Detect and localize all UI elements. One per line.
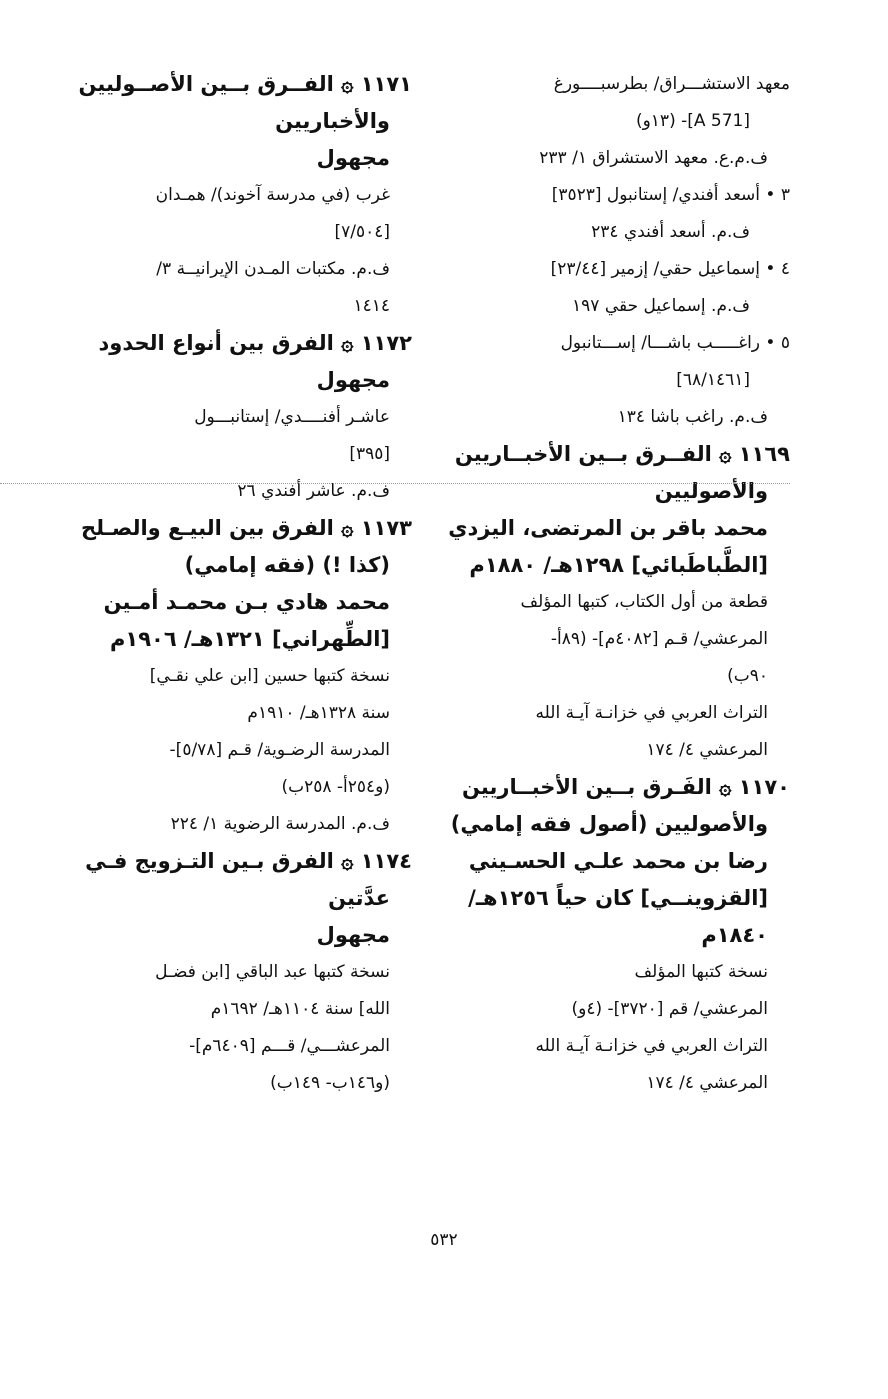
entry-heading-line: مجهول: [316, 146, 390, 170]
entry-text-line: الله] سنة ١١٠٤هـ/ ١٦٩٢م: [210, 999, 390, 1019]
entry-text-line: ف.م. إسماعيل حقي ١٩٧: [572, 296, 750, 316]
entry-heading-line: مجهول: [316, 923, 390, 947]
entry-heading-line: [الطَّباطَبائي] ١٢٩٨هـ/ ١٨٨٠م: [469, 553, 768, 577]
entry-heading-line: [الطِّهراني] ١٣٢١هـ/ ١٩٠٦م: [109, 627, 390, 651]
entry-text-line: معهد الاستشـــراق/ بطرسبــــورغ: [553, 74, 790, 94]
entry-text-line: ف.م.ع. معهد الاستشراق ١/ ٢٣٣: [539, 148, 768, 168]
entry-text-line: (و٢٥٤أ- ٢٥٨ب): [281, 777, 390, 797]
entry-heading-line: ١٨٤٠م: [701, 923, 768, 947]
entry-heading-line: ١١٧١ ۞ الفــرق بــين الأصــوليين: [78, 72, 412, 96]
entry-text-line: ٣ • أسعد أفندي/ إستانبول [٣٥٢٣]: [551, 185, 790, 205]
entry-heading-line: ١١٦٩ ۞ الفــرق بــين الأخبــاريين: [454, 442, 790, 466]
entry-text-line: نسخة كتبها حسين [ابن علي نقـي]: [149, 666, 390, 686]
entry-heading-line: [القزوينــي] كان حياً ١٢٥٦هـ/: [468, 886, 768, 910]
entry-text-line: [A 571]- (١٣و): [635, 111, 750, 131]
entry-heading-line: عدَّتين: [328, 886, 390, 910]
entry-text-line: ١٤١٤: [353, 296, 390, 316]
entry-text-line: سنة ١٣٢٨هـ/ ١٩١٠م: [247, 703, 390, 723]
entry-heading-line: محمد هادي بـن محمـد أمـين: [103, 590, 390, 614]
entry-text-line: [٧/٥٠٤]: [334, 222, 390, 242]
entry-heading-line: والأصوليين: [654, 479, 768, 503]
entry-text-line: ٥ • راغـــــب باشـــا/ إســـتانبول: [560, 333, 790, 353]
entry-heading-line: مجهول: [316, 368, 390, 392]
entry-text-line: ف.م. راغب باشا ١٣٤: [617, 407, 768, 427]
entry-text-line: ف.م. مكتبات المـدن الإيرانيــة ٣/: [156, 259, 390, 279]
entry-text-line: المرعشـــي/ قـــم [٦٤٠٩م]-: [189, 1036, 390, 1056]
entry-heading-line: والأصوليين (أصول فقه إمامي): [450, 812, 768, 836]
entry-text-line: المرعشي ٤/ ١٧٤: [646, 1073, 768, 1093]
entry-text-line: ف.م. أسعد أفندي ٢٣٤: [591, 222, 750, 242]
entry-heading-line: (كذا !) (فقه إمامي): [184, 553, 390, 577]
entry-heading-line: ١١٧٢ ۞ الفرق بين أنواع الحدود: [98, 331, 412, 355]
right-column: [440, 66, 790, 1102]
left-column: [72, 66, 412, 1102]
entry-text-line: (و١٤٦ب- ١٤٩ب): [270, 1073, 390, 1093]
entry-heading-line: والأخباريين: [275, 109, 390, 133]
entry-text-line: ٩٠ب): [727, 666, 768, 686]
entry-text-line: نسخة كتبها عبد الباقي [ابن فضـل: [155, 962, 390, 982]
page-number: ٥٣٢: [430, 1230, 458, 1250]
entry-text-line: ف.م. عاشر أفندي ٢٦: [237, 481, 390, 501]
entry-text-line: ٤ • إسماعيل حقي/ إزمير [٢٣/٤٤]: [550, 259, 790, 279]
entry-heading-line: ١١٧٣ ۞ الفرق بين البيـع والصـلح: [81, 516, 412, 540]
entry-text-line: نسخة كتبها المؤلف: [634, 962, 768, 982]
entry-heading-line: رضا بن محمد علـي الحسـيني: [468, 849, 768, 873]
entry-text-line: المرعشي ٤/ ١٧٤: [646, 740, 768, 760]
entry-text-line: غرب (في مدرسة آخوند)/ همـدان: [155, 185, 390, 205]
entry-heading-line: محمد باقر بن المرتضى، اليزدي: [448, 516, 768, 540]
entry-text-line: [٣٩٥]: [349, 444, 390, 464]
column-divider: [0, 483, 790, 484]
entry-text-line: التراث العربي في خزانـة آيـة الله: [535, 1036, 768, 1056]
entry-text-line: ف.م. المدرسة الرضوية ١/ ٢٢٤: [170, 814, 390, 834]
entry-heading-line: ١١٧٠ ۞ الفَـرق بــين الأخبــاريين: [462, 775, 790, 799]
entry-text-line: المرعشي/ قـم [٤٠٨٢م]- (٨٩أ-: [550, 629, 768, 649]
entry-text-line: قطعة من أول الكتاب، كتبها المؤلف: [520, 592, 768, 612]
entry-text-line: [٦٨/١٤٦١]: [676, 370, 750, 390]
entry-text-line: التراث العربي في خزانـة آيـة الله: [535, 703, 768, 723]
entry-heading-line: ١١٧٤ ۞ الفرق بـين التـزويج فـي: [85, 849, 412, 873]
entry-text-line: المدرسة الرضـوية/ قـم [٥/٧٨]-: [169, 740, 390, 760]
entry-text-line: عاشـر أفنــــدي/ إستانبـــول: [194, 407, 390, 427]
entry-text-line: المرعشي/ قم [٣٧٢٠]- (٤و): [571, 999, 768, 1019]
